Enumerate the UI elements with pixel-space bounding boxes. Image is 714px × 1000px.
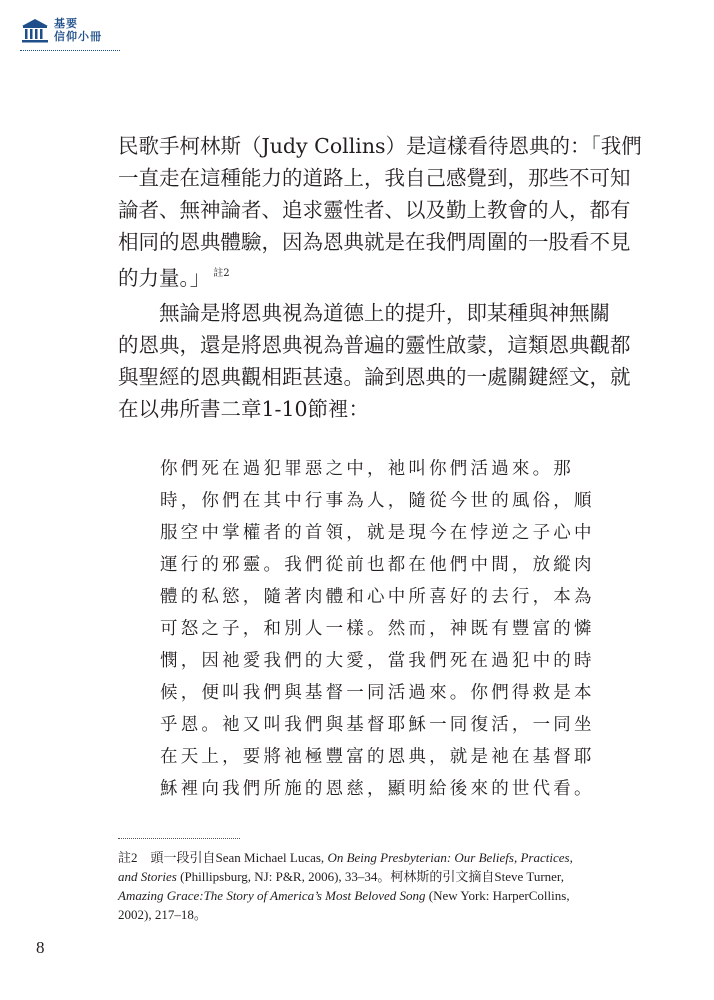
scripture-block-quote <box>160 453 595 805</box>
quote-line: 可怒之子，和別人一樣。然而，神既有豐富的憐 <box>160 619 595 639</box>
running-header <box>20 18 122 51</box>
footnote-line <box>118 867 600 886</box>
text-line: 無論是將恩典視為道德上的提升，即某種與神無關 <box>159 301 610 325</box>
quote-line: 候，便叫我們與基督一同活過來。你們得救是本 <box>160 683 595 703</box>
text-line: 與聖經的恩典觀相距甚遠。論到恩典的一處關鍵經文，就 <box>118 365 631 389</box>
paragraph-grace-views <box>118 297 631 425</box>
text-line: 在以弗所書二章1-10節裡： <box>118 397 370 421</box>
pillared-building-icon <box>20 18 50 44</box>
footnote-line <box>118 886 600 905</box>
quote-line: 穌裡向我們所施的恩慈，顯明給後來的世代看。 <box>160 779 595 799</box>
text-line: 相同的恩典體驗，因為恩典就是在我們周圍的一股看不見 <box>118 230 631 254</box>
footnote-divider <box>118 838 240 839</box>
footnote-label: 註2 <box>118 850 138 865</box>
footnote-marker[interactable]: 註2 <box>213 268 230 279</box>
book-title: Amazing Grace:The Story of America’s Most Beloved Song <box>118 888 426 903</box>
text-line: 一直走在這種能力的道路上，我自己感覺到，那些不可知 <box>118 166 631 190</box>
book-title: On Being Presbyterian: Our Beliefs, Practices, <box>327 850 573 865</box>
text-line-end: 的力量。」 <box>118 266 211 290</box>
quote-line: 在天上，要將祂極豐富的恩典，就是祂在基督耶 <box>160 747 595 767</box>
text-line: 民歌手柯林斯（Judy Collins）是這樣看待恩典的：「我們 <box>118 134 642 158</box>
text-line: 的恩典，還是將恩典視為普遍的靈性啟蒙，這類恩典觀都 <box>118 333 631 357</box>
page-number: 8 <box>36 938 45 957</box>
quote-line: 運行的邪靈。我們從前也都在他們中間，放縱肉 <box>160 555 595 575</box>
paragraph-collins-quote <box>118 130 642 294</box>
book-title: and Stories <box>118 869 177 884</box>
series-title-line1: 基要 <box>54 17 78 30</box>
footnote-line: 2002), 217–18。 <box>118 907 207 922</box>
text-line: 論者、無神論者、追求靈性者、以及勤上教會的人，都有 <box>118 198 631 222</box>
quote-line: 憫，因祂愛我們的大愛，當我們死在過犯中的時 <box>160 651 595 671</box>
footnote-line <box>118 848 600 867</box>
text-line <box>118 258 598 294</box>
footnote-text: 頭一段引自Sean Michael Lucas, <box>150 850 328 865</box>
quote-line: 你們死在過犯罪惡之中，祂叫你們活過來。那 <box>160 459 574 479</box>
series-title-line2: 信仰小冊 <box>54 30 102 43</box>
footnote <box>118 848 600 924</box>
quote-line: 時，你們在其中行事為人，隨從今世的風俗，順 <box>160 491 595 511</box>
footnote-text: (New York: HarperCollins, <box>425 888 570 903</box>
series-logo <box>20 18 122 44</box>
quote-line: 乎恩。祂又叫我們與基督耶穌一同復活，一同坐 <box>160 715 595 735</box>
header-divider <box>20 50 120 51</box>
footnote-text: (Phillipsburg, NJ: P&R, 2006), 33–34。柯林斯的引文摘自Steve Turner, <box>176 869 564 884</box>
quote-line: 服空中掌權者的首領，就是現今在悖逆之子心中 <box>160 523 595 543</box>
quote-line: 體的私慾，隨著肉體和心中所喜好的去行，本為 <box>160 587 595 607</box>
